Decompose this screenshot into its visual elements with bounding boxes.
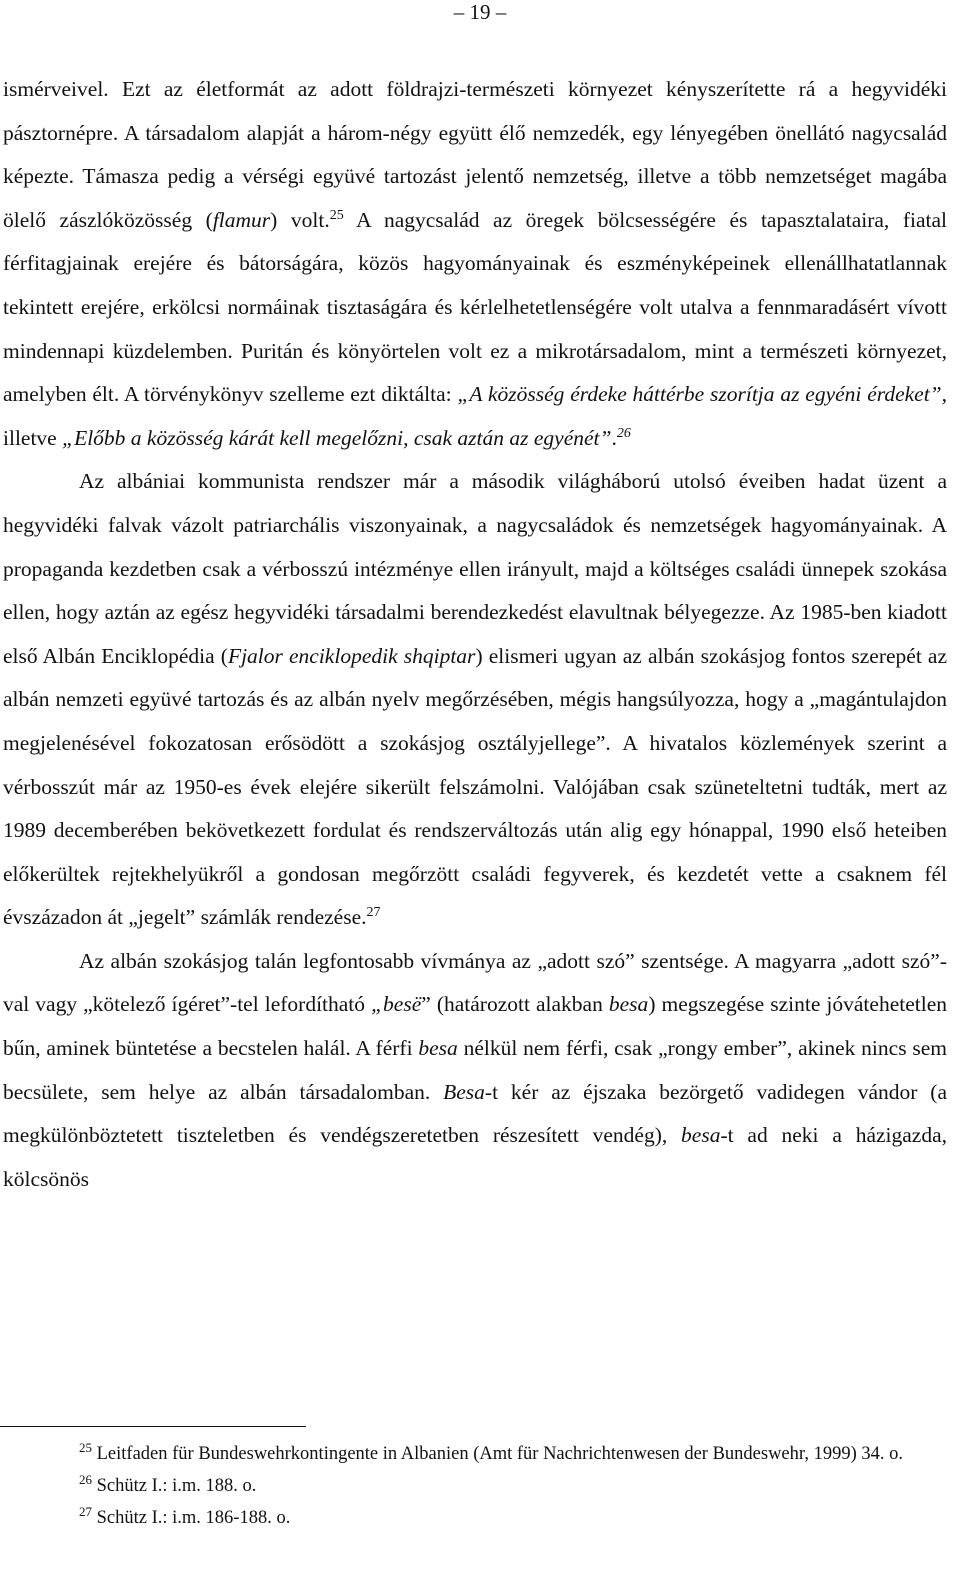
italic-text: Fjalor enciklopedik shqiptar [227,643,476,668]
footnote-number: 25 [79,1440,92,1455]
paragraph [3,68,947,460]
text-run: ) elismeri ugyan az albán szokásjog fontos szerepét az albán nemzeti együvé tartozás és az albán nyelv megőrzésében, mégis hangsúlyozza, hogy a „magántulajdon megjelenésével fokozatosan erősödött a szokásjog osztályjellege”. A hivatalos közlemények szerint a vérbosszút már az 1950-es évek elejére sikerült felszámolni. Valójában csak szüneteltetni tudták, mert az 1989 decemberében bekövetkezett fordulat és rendszerváltozás után alig egy hónappal, 1990 első heteiben előkerültek rejtekhelyükről a gondosan megőrzött családi fegyverek, és kezdetét vette a csaknem fél évszázadon át „jegelt” számlák rendezése. [3,643,948,930]
text-run: ismérveivel. Ezt az életformát az adott földrajzi-természeti környezet kényszerítette rá a hegyvidéki pásztornépre. A társadalom alapját a három-négy együtt élő nemzedék, egy lényegében önellátó nagycsalád képezte. Támasza pedig a vérségi együvé tartozást jelentő nemzetség, illetve a több nemzetséget magába ölelő zászlóközösség ( [3,77,947,232]
italic-text: „Előbb a közösség kárát kell megelőzni, csak aztán az egyénét” [62,425,612,450]
text-run: Az albániai kommunista rendszer már a második világháború utolsó éveiben hadat üzent a hegyvidéki falvak vázolt patriarchális viszonyainak, a nagycsaládok és nemzetségek hagyományainak. A propaganda kezdetben csak a vérbosszú intézménye ellen irányult, majd a költséges családi ünnepek szokása ellen, hogy aztán az egész hegyvidéki társadalmi berendezkedést elavultnak bélyegezze. Az 1985-ben kiadott első Albán Enciklopédia ( [3,469,947,668]
footnote-text: Schütz I.: i.m. 186-188. o. [96,1508,291,1528]
paragraph [3,460,947,940]
italic-text: Besa [443,1079,485,1104]
footnote-number: 26 [79,1472,92,1487]
italic-text: besa [608,992,649,1017]
footnote-divider [0,1426,306,1427]
footnote-reference: 27 [366,905,381,921]
page-number: – 19 – [453,0,507,24]
text-run: ) megszegése szinte jóvátehetetlen bűn, aminek büntetése a becstelen halál. A férfi [3,992,948,1061]
italic-text: „besë [371,992,422,1017]
footnote-text: Leitfaden für Bundeswehrkontingente in Albanien (Amt für Nachrichtenwesen der Bundeswehr, 1999) 34. o. [96,1444,903,1464]
italic-text: besa [681,1123,721,1148]
footnotes [3,1438,947,1534]
italic-text: „A közösség érdeke háttérbe szorítja az egyéni érdeket” [457,382,942,407]
footnote [3,1438,947,1470]
body-text [3,68,947,1201]
text-run: . [611,425,617,450]
text-run: ) volt. [270,207,330,232]
footnote [3,1502,947,1534]
text-run: , illetve [3,382,948,450]
footnote-text: Schütz I.: i.m. 188. o. [96,1476,257,1496]
text-run: Az albán szokásjog talán legfontosabb vívmánya az „adott szó” szentsége. A magyarra „adott szó”-val vagy „kötelező ígéret”-tel lefordítható [3,948,947,1017]
text-run: nélkül nem férfi, csak „rongy ember”, akinek nincs sem becsülete, sem helye az albán társadalomban. [3,1036,947,1104]
footnote-reference: 25 [329,207,344,223]
italic-text: besa [418,1036,458,1061]
footnote-number: 27 [79,1504,92,1519]
text-run: A nagycsalád az öregek bölcsességére és tapasztalataira, fiatal férfitagjainak erejére és bátorságára, közös hagyományainak és eszményképeinek ellenállhatatlannak tekintett erejére, erkölcsi normáinak tisztaságára és kérlelhetetlenségére volt utalva a fennmaradásért vívott mindennapi küzdelemben. Puritán és könyörtelen volt ez a mikrotársadalom, mint a természeti környezet, amelyben élt. A törvénykönyv szelleme ezt diktálta: [3,207,948,407]
text-run: -t ad neki a házigazda, kölcsönös [3,1123,948,1191]
footnote-reference: 26 [616,425,631,441]
paragraph [3,940,947,1202]
text-run: -t kér az éjszaka bezörgető vadidegen vándor (a megkülönböztetett tiszteletben és vendégszeretetben részesített vendég), [3,1079,947,1148]
footnote [3,1470,947,1502]
text-run: ” (határozott alakban [421,992,609,1017]
italic-text: flamur [212,207,271,232]
